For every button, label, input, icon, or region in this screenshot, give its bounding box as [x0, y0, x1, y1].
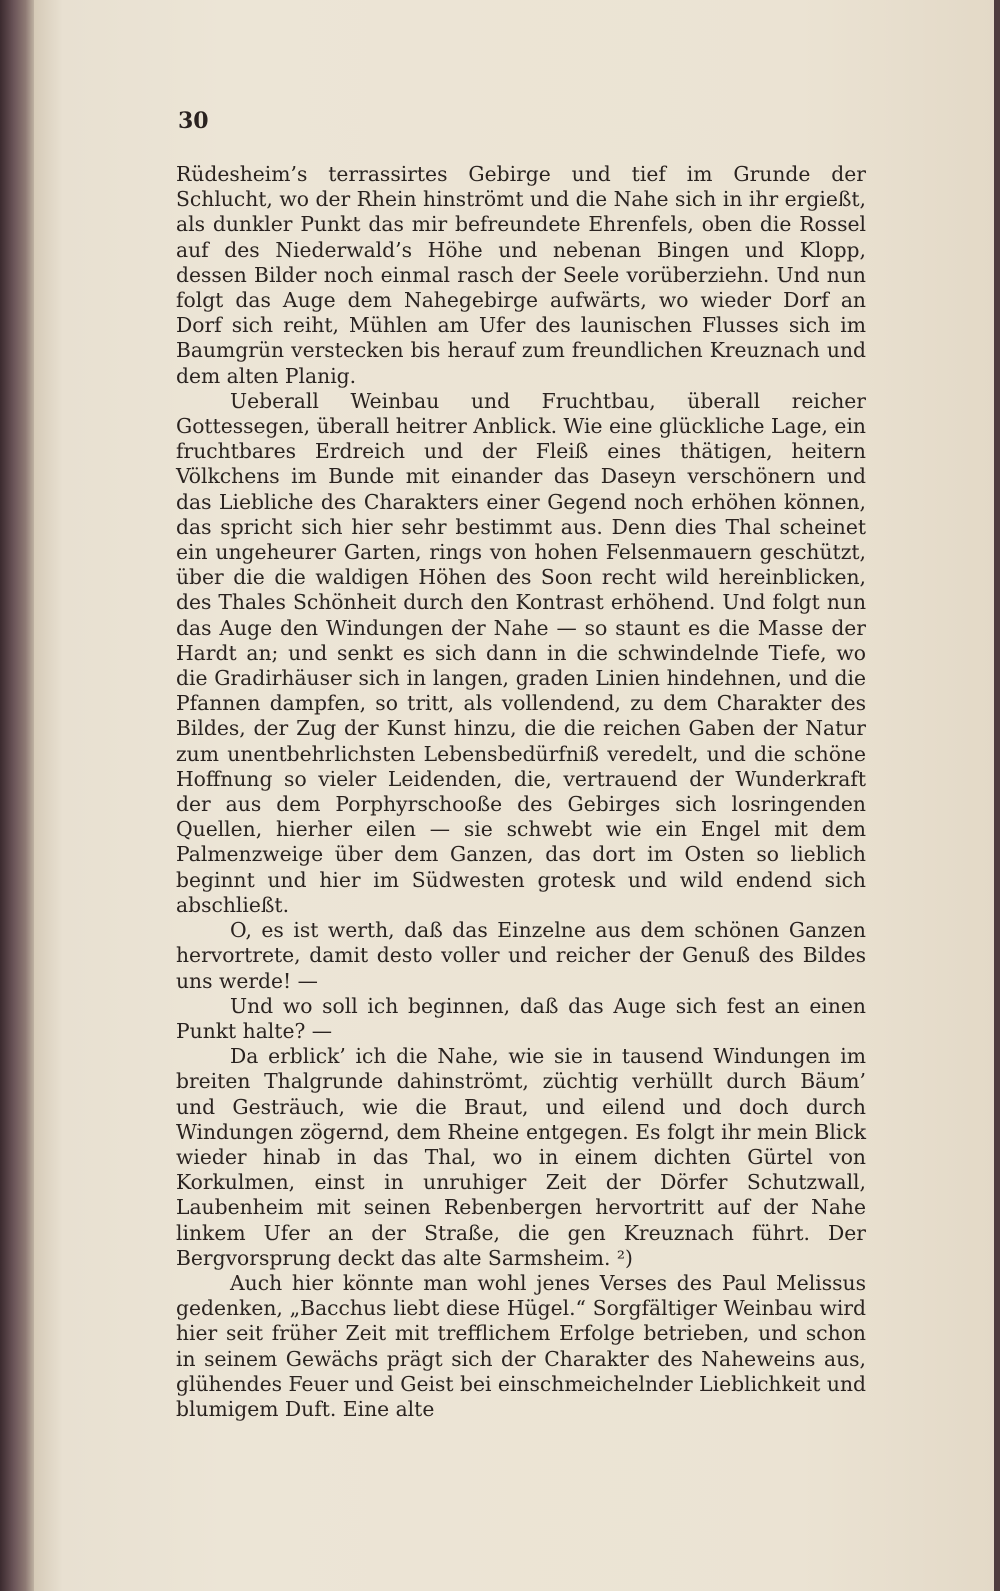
paragraph-1: Rüdesheim’s terrassirtes Gebirge und tief im Grunde der Schlucht, wo der Rhein hinströmt und die Nahe sich in ihr ergießt, als dunkler Punkt das mir befreundete Ehrenfels, oben die Rossel auf des Niederwald’s Höhe und nebenan Bingen und Klopp, dessen Bilder noch einmal rasch der Seele vorüberziehn. Und nun folgt das Auge dem Nahegebirge aufwärts, wo wieder Dorf an Dorf sich reiht, Mühlen am Ufer des launischen Flusses sich im Baumgrün verstecken bis herauf zum freundlichen Kreuznach und dem alten Planig.: [176, 162, 866, 388]
paragraph-3: O, es ist werth, daß das Einzelne aus dem schönen Ganzen hervortrete, damit desto voller und reicher der Genuß des Bildes uns werde! —: [176, 918, 866, 993]
body-text: [176, 162, 866, 1422]
paragraph-6: Auch hier könnte man wohl jenes Verses des Paul Melissus gedenken, „Bacchus liebt diese Hügel.“ Sorgfältiger Weinbau wird hier seit früher Zeit mit trefflichem Erfolge betrieben, und schon in seinem Gewächs prägt sich der Charakter des Naheweins aus, glühendes Feuer und Geist bei einschmeichelnder Lieblichkeit und blumigem Duft. Eine alte: [176, 1270, 866, 1421]
page-edge: [994, 0, 1000, 1591]
paragraph-2: Ueberall Weinbau und Fruchtbau, überall reicher Gottessegen, überall heitrer Anblick. Wie eine glückliche Lage, ein fruchtbares Erdreich und der Fleiß eines thätigen, heitern Völkchens im Bunde mit einander das Daseyn verschönern und das Liebliche des Charakters einer Gegend noch erhöhen können, das spricht sich hier sehr bestimmt aus. Denn dies Thal scheinet ein ungeheurer Garten, rings von hohen Felsenmauern geschützt, über die die waldigen Höhen des Soon recht wild hereinblicken, des Thales Schönheit durch den Kontrast erhöhend. Und folgt nun das Auge den Windungen der Nahe — so staunt es die Masse der Hardt an; und senkt es sich dann in die schwindelnde Tiefe, wo die Gradirhäuser sich in langen, graden Linien hindehnen, und die Pfannen dampfen, so tritt, als vollendend, zu dem Charakter des Bildes, der Zug der Kunst hinzu, die die reichen Gaben der Natur zum unentbehrlichsten Lebensbedürfniß veredelt, und die schöne Hoffnung so vieler Leidenden, die, vertrauend der Wunderkraft der aus dem Porphyrschooße des Gebirges sich losringenden Quellen, hierher eilen — sie schwebt wie ein Engel mit dem Palmenzweige über dem Ganzen, das dort im Osten so lieblich beginnt und hier im Südwesten grotesk und wild endend sich abschließt.: [176, 388, 866, 917]
page-number: 30: [178, 108, 209, 134]
paragraph-5: Da erblick’ ich die Nahe, wie sie in tausend Windungen im breiten Thalgrunde dahinströmt, züchtig verhüllt durch Bäum’ und Gesträuch, wie die Braut, und eilend und doch durch Windungen zögernd, dem Rheine entgegen. Es folgt ihr mein Blick wieder hinab in das Thal, wo in einem dichten Gürtel von Korkulmen, einst in unruhiger Zeit der Dörfer Schutzwall, Laubenheim mit seinen Rebenbergen hervortritt auf der Nahe linkem Ufer an der Straße, die gen Kreuznach führt. Der Bergvorsprung deckt das alte Sarmsheim. ²): [176, 1044, 866, 1270]
paragraph-4: Und wo soll ich beginnen, daß das Auge sich fest an einen Punkt halte? —: [176, 993, 866, 1043]
book-spine: [0, 0, 34, 1591]
